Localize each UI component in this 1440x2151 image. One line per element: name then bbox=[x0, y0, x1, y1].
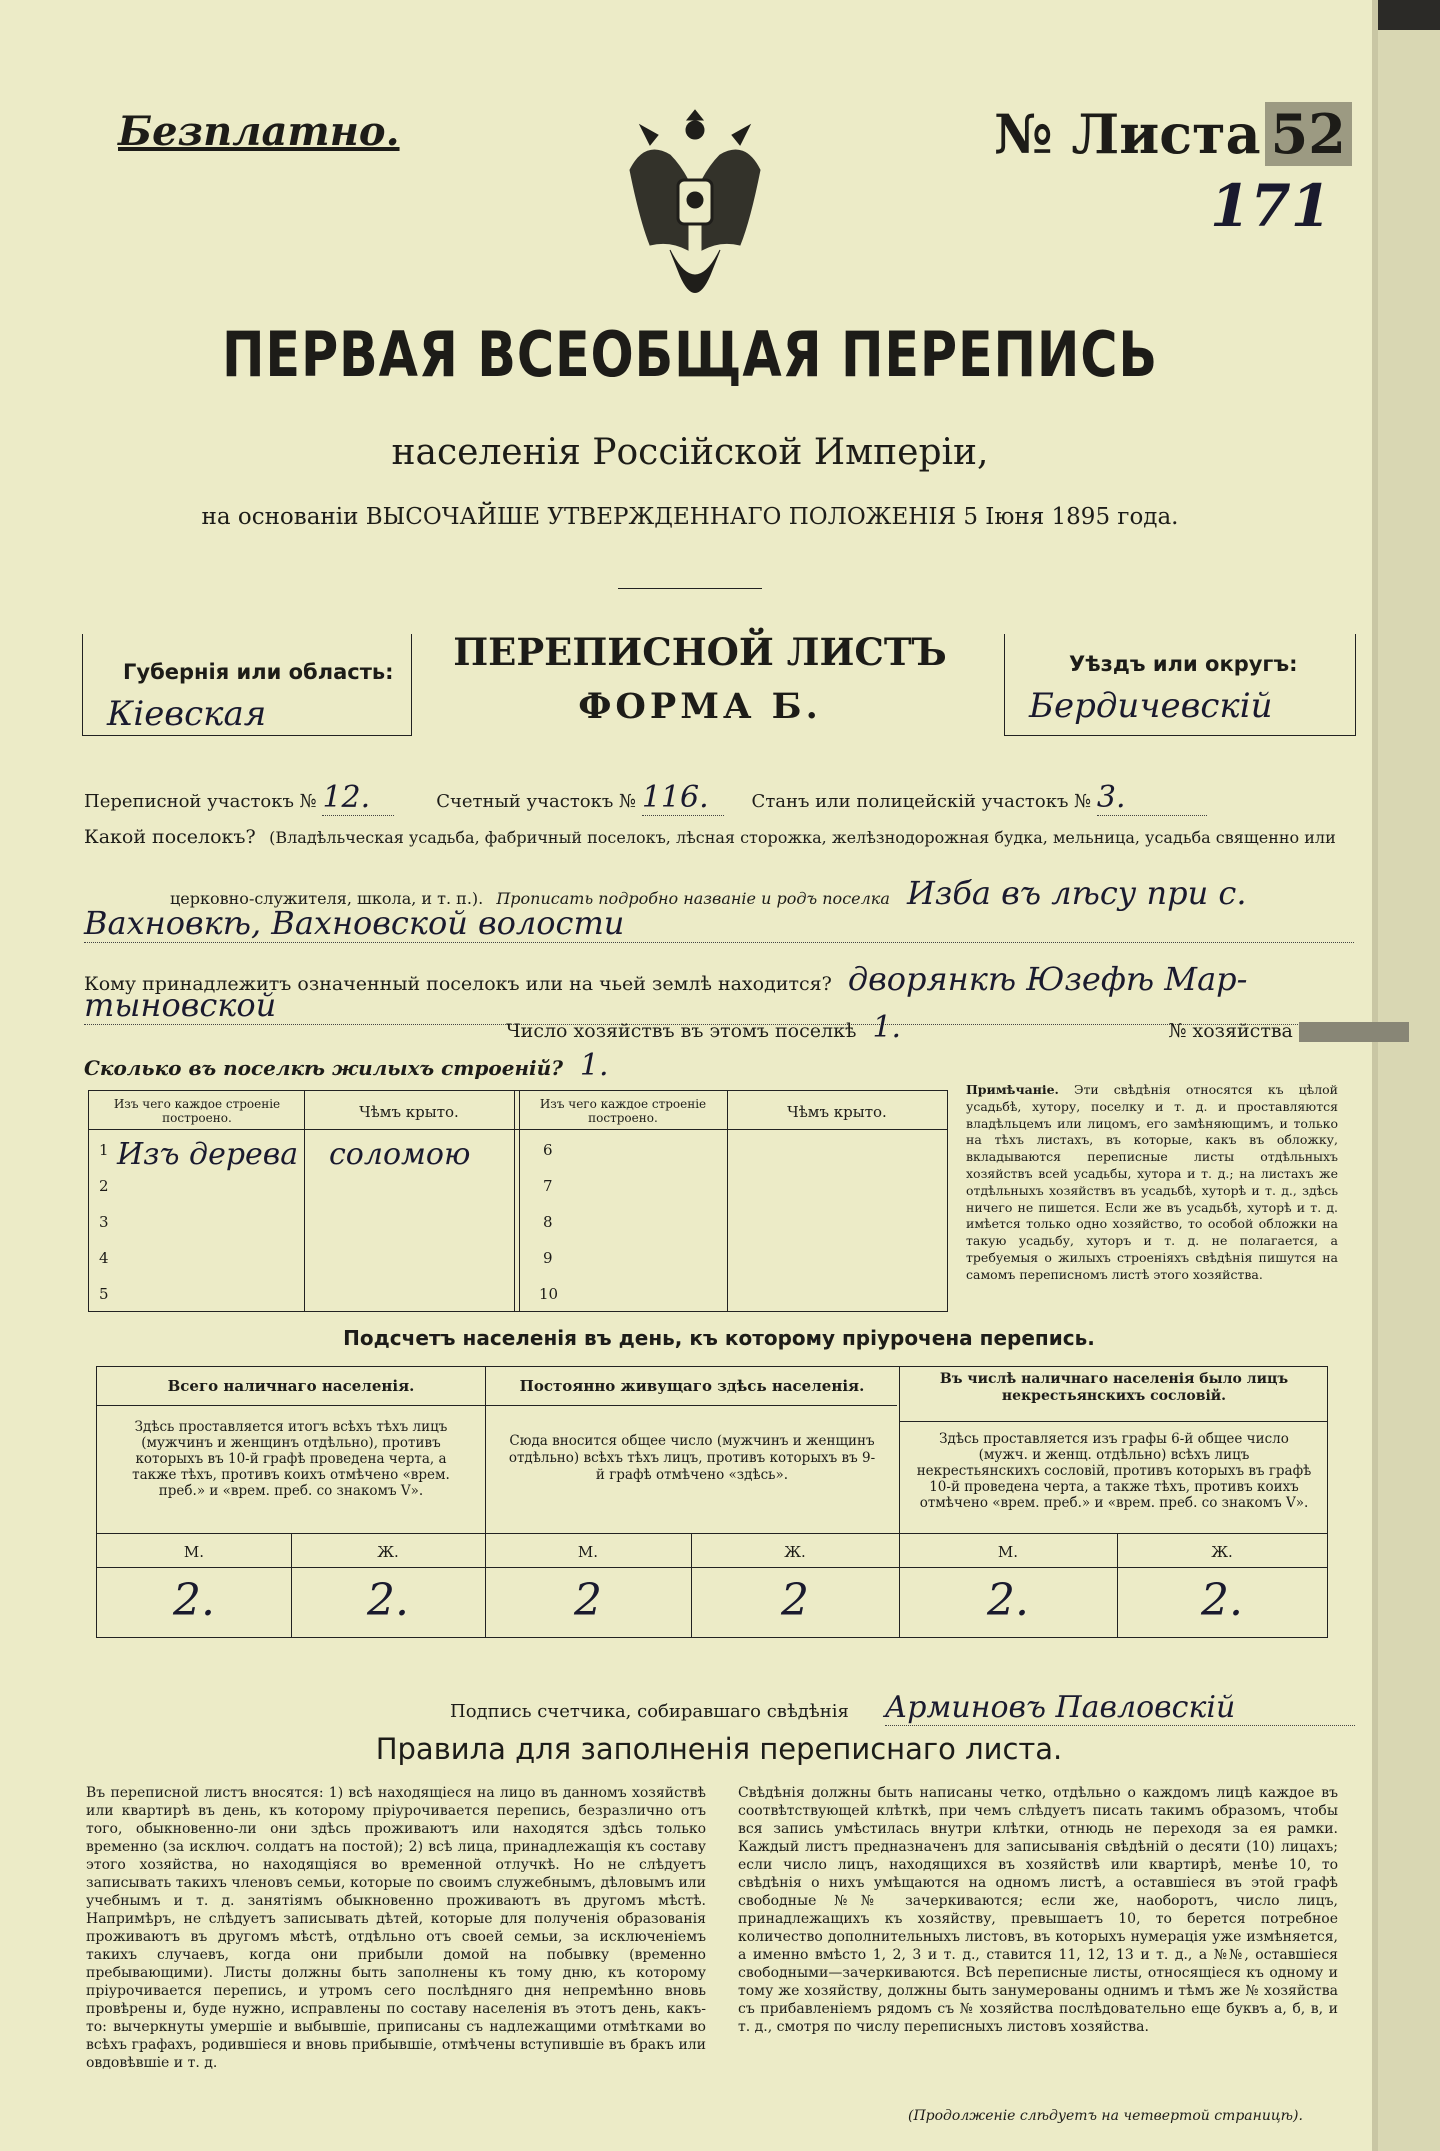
district-line: Переписной участокъ № 12. Счетный участокъ № 116. Станъ или полицейскій участокъ № 3. bbox=[84, 780, 1354, 816]
form-title: ФОРМА Б. bbox=[578, 686, 822, 727]
count-value: 2 bbox=[574, 1575, 602, 1626]
count-col2-title: Постоянно живущаго здѣсь населенія. bbox=[519, 1377, 865, 1395]
households-value: 1. bbox=[872, 1010, 902, 1045]
page-subtitle: населенія Россійской Имперіи, bbox=[391, 432, 989, 473]
perepis-value: 12. bbox=[322, 780, 394, 816]
page-title: ПЕРВАЯ ВСЕОБЩАЯ ПЕРЕПИСЬ bbox=[222, 318, 1158, 391]
count-col3-title: Въ числѣ наличнаго населенія было лицъ некрестьянскихъ сословій. bbox=[939, 1371, 1289, 1404]
population-count-table bbox=[96, 1366, 1328, 1638]
sheet-number-label: № Листа 52 bbox=[994, 102, 1352, 166]
buildings-col-material: Изъ чего каждое строеніе построено. bbox=[113, 1097, 281, 1125]
count-col1-title: Всего наличнаго населенія. bbox=[167, 1377, 415, 1395]
imperial-eagle-emblem bbox=[610, 100, 780, 315]
count-value: 2. bbox=[1201, 1575, 1243, 1626]
sheet-number-value: 52 bbox=[1265, 102, 1352, 166]
count-col1-text: Здѣсь проставляется итогъ всѣхъ тѣхъ лицъ (мужчинъ и женщинъ отдѣльно), противъ которыхъ въ 10-й графѣ проведена черта, а также тѣхъ, противъ коихъ отмѣчено «врем. преб.» и «врем. преб. со знакомъ V». bbox=[132, 1419, 450, 1499]
rules-left-column: Въ переписной листъ вносятся: 1) всѣ находящіеся на лицо въ данномъ хозяйствѣ или квартирѣ въ день, къ которому пріурочивается перепись, безразлично отъ того, обыкновенно-ли они здѣсь проживаютъ или находятся здѣсь только временно (за исключ. солдатъ на постой); 2) всѣ лица, принадлежащія къ составу этого хозяйства, но находящіяся во временной отлучкѣ. Но не слѣдуетъ записывать такихъ членовъ семьи, которые по своимъ служебнымъ, дѣловымъ или учебнымъ и т. д. занятіямъ обыкновенно проживаютъ въ другомъ мѣстѣ. Напримѣръ, не слѣдуетъ записывать дѣтей, которые для полученія образованія проживаютъ въ другомъ мѣстѣ, отдѣльно отъ своей семьи, за исключеніемъ такихъ случаевъ, когда они прибыли домой на побывку (временно пребывающими). Листы должны быть заполнены къ тому дню, къ которому пріурочивается перепись, и утромъ сего послѣдняго дня непремѣнно вновь провѣрены и, буде нужно, исправлены по составу населенія въ этотъ день, какъ-то: вычеркнуты умершіе и выбывшіе, приписаны съ надлежащими отмѣтками во всѣхъ графахъ, родившіеся и вновь прибывшіе, отмѣчены вступившіе въ бракъ или овдовѣвшіе и т. д. bbox=[86, 1785, 706, 2071]
schet-value: 116. bbox=[642, 780, 724, 816]
count-value: 2. bbox=[173, 1575, 215, 1626]
signature-value: Арминовъ Павловскій bbox=[885, 1690, 1355, 1726]
row-number: 4 bbox=[99, 1249, 109, 1267]
row-number: 5 bbox=[99, 1285, 109, 1303]
underlying-page-edge bbox=[1372, 30, 1440, 2151]
rules-right-column: Свѣдѣнія должны быть написаны четко, отдѣльно о каждомъ лицѣ каждое въ соотвѣтствующей клѣткѣ, при чемъ слѣдуетъ писать такимъ образомъ, чтобы вся запись умѣстилась внутри клѣтки, отнюдь не переходя за ея рамки. Каждый листъ предназначенъ для записыванія свѣдѣній о десяти (10) лицахъ; если число лицъ, находящихся въ хозяйствѣ или квартирѣ, менѣе 10, то свѣдѣнія о нихъ умѣщаются на одномъ листѣ, а оставшіеся въ этой графѣ свободные №№ зачеркиваются; если же, наоборотъ, число лицъ, принадлежащихъ къ хозяйству, превышаетъ 10, то берется потребное количество дополнительныхъ листовъ, въ которыхъ нумерація уже измѣняется, а именно вмѣсто 1, 2, 3 и т. д., ставится 11, 12, 13 и т. д., а №№, оставшіеся свободными—зачеркиваются. Всѣ переписные листы, относящіеся къ одному и тому же хозяйству, должны быть занумерованы однимъ и тѣмъ же № хозяйства съ прибавленіемъ рядомъ съ № хозяйства послѣдовательно еще буквъ а, б, в, и т. д., смотря по числу переписныхъ листовъ хозяйства. bbox=[738, 1785, 1338, 2035]
posyolok-value-1: Изба въ лѣсу при с. bbox=[907, 874, 1247, 912]
row-number: 9 bbox=[543, 1249, 553, 1267]
buildings-value: 1. bbox=[579, 1048, 609, 1083]
count-col3-text: Здѣсь проставляется изъ графы 6-й общее число (мужч. и женщ. отдѣльно) всѣхъ лицъ некрестьянскихъ сословій, противъ которыхъ въ графѣ 10-й проведена черта, а также тѣхъ, противъ коихъ отмѣчено «врем. преб.» и «врем. преб. со знакомъ V». bbox=[916, 1431, 1312, 1511]
sheet-handwritten-number: 171 bbox=[1210, 172, 1332, 240]
count-col2-text: Сюда вносится общее число (мужчинъ и женщинъ отдѣльно) всѣхъ тѣхъ лицъ, противъ которыхъ въ 9-й графѣ отмѣчено «здѣсь». bbox=[508, 1433, 876, 1483]
page-basis: на основаніи ВЫСОЧАЙШЕ УТВЕРЖДЕННАГО ПОЛОЖЕНІЯ 5 Іюня 1895 года. bbox=[201, 504, 1179, 530]
owner-line: Кому принадлежитъ означенный поселокъ или на чьей землѣ находится? дворянкѣ Юзефѣ Мар- bbox=[84, 960, 1248, 998]
m-label: М. bbox=[183, 1543, 205, 1561]
count-value: 2. bbox=[987, 1575, 1029, 1626]
posyolok-hint-line2: церковно-служителя, школа, и т. п.). Прописать подробно названіе и родъ поселка Изба въ лѣсу при с. bbox=[170, 874, 1247, 912]
m-label: М. bbox=[577, 1543, 599, 1561]
count-value: 2. bbox=[367, 1575, 409, 1626]
rules-heading: Правила для заполненія переписнаго листа. bbox=[375, 1732, 1063, 1766]
note-block bbox=[966, 1082, 1338, 1284]
note-label: Примѣчаніе. bbox=[966, 1082, 1059, 1097]
owner-value-2: тыновской bbox=[84, 986, 1354, 1025]
household-no-redacted bbox=[1299, 1022, 1409, 1042]
buildings-table bbox=[88, 1090, 948, 1312]
gubernia-value: Кіевская bbox=[107, 694, 267, 734]
divider bbox=[618, 588, 762, 589]
gubernia-box bbox=[82, 634, 412, 736]
row1-material: Изъ дерева bbox=[117, 1137, 299, 1172]
rules-continued: (Продолженіе слѣдуетъ на четвертой страницѣ). bbox=[908, 2108, 1303, 2124]
uezd-box bbox=[1004, 634, 1356, 736]
gubernia-label: Губернія или область: bbox=[123, 660, 394, 684]
households-line: Число хозяйствъ въ этомъ поселкѣ 1. № хозяйства bbox=[506, 1010, 1409, 1045]
row-number: 8 bbox=[543, 1213, 553, 1231]
buildings-col-material-2: Изъ чего каждое строеніе построено. bbox=[539, 1097, 707, 1125]
signature-line: Подпись счетчика, собиравшаго свѣдѣнія Арминовъ Павловскій bbox=[450, 1690, 1355, 1726]
uezd-label: Уѣздъ или округъ: bbox=[1069, 652, 1298, 676]
row-number: 2 bbox=[99, 1177, 109, 1195]
row1-roof: соломою bbox=[329, 1137, 471, 1172]
f-label: Ж. bbox=[377, 1543, 399, 1561]
stan-value: 3. bbox=[1097, 780, 1207, 816]
row-number: 1 bbox=[99, 1141, 109, 1159]
buildings-col-roof-2: Чѣмъ крыто. bbox=[787, 1103, 887, 1121]
posyolok-value-2: Вахновкѣ, Вахновской волости bbox=[84, 904, 1354, 943]
row-number: 10 bbox=[539, 1285, 559, 1303]
free-label: Безплатно. bbox=[118, 108, 400, 155]
owner-value-1: дворянкѣ Юзефѣ Мар- bbox=[847, 960, 1248, 998]
m-label: М. bbox=[997, 1543, 1019, 1561]
note-text: Эти свѣдѣнія относятся къ цѣлой усадьбѣ, хутору, поселку и т. д. и проставляются владѣльцемъ или лицомъ, его замѣняющимъ, и только на тѣхъ листахъ, въ которые, какъ въ обложку, вкладываются переписные листы отдѣльныхъ хозяйствъ всей усадьбы, хутора и т. д.; на листахъ же отдѣльныхъ хозяйствъ въ усадьбѣ, хуторѣ и т. д., здѣсь ничего не пишется. Если же въ усадьбѣ, хуторѣ и т. д. имѣется только одно хозяйство, то особой обложки на такую усадьбу, хуторъ и т. д. не полагается, а требуемыя о жилыхъ строеніяхъ свѣдѣнія пишутся на самомъ переписномъ листѣ этого хозяйства. bbox=[966, 1082, 1338, 1282]
count-value: 2 bbox=[781, 1575, 809, 1626]
row-number: 6 bbox=[543, 1141, 553, 1159]
buildings-line: Сколько въ поселкѣ жилыхъ строеній? 1. bbox=[84, 1048, 609, 1083]
row-number: 3 bbox=[99, 1213, 109, 1231]
posyolok-line: Какой поселокъ? (Владѣльческая усадьба, фабричный поселокъ, лѣсная сторожка, желѣзнодорожная будка, мельница, усадьба священно или bbox=[84, 826, 1336, 848]
f-label: Ж. bbox=[784, 1543, 806, 1561]
f-label: Ж. bbox=[1211, 1543, 1233, 1561]
row-number: 7 bbox=[543, 1177, 553, 1195]
sheet-title: ПЕРЕПИСНОЙ ЛИСТЪ bbox=[453, 630, 947, 674]
count-heading: Подсчетъ населенія въ день, къ которому пріурочена перепись. bbox=[343, 1326, 1095, 1350]
buildings-col-roof: Чѣмъ крыто. bbox=[359, 1103, 459, 1121]
uezd-value: Бердичевскій bbox=[1029, 686, 1273, 726]
